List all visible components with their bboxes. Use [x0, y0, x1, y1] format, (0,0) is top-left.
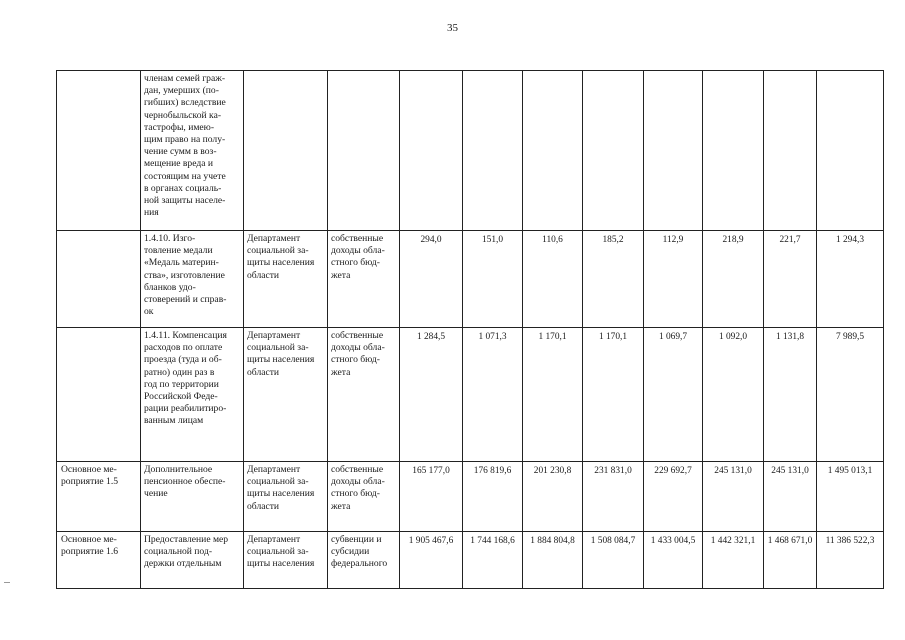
name-cell: 1.4.11. Компенсация расходов по оплате проезда (туда и об- ратно) один раз в год по территории Российской Феде- рации реабилитиро- ванным лицам: [141, 328, 244, 462]
value-cell: 245 131,0: [764, 462, 817, 532]
value-cell: 245 131,0: [703, 462, 764, 532]
value-cell: 110,6: [523, 231, 583, 328]
value-cell: [764, 71, 817, 231]
source-cell: собственные доходы обла- стного бюд- жета: [328, 462, 400, 532]
value-cell: 1 905 467,6: [400, 532, 463, 589]
measure-cell: Основное ме- роприятие 1.6: [57, 532, 141, 589]
source-cell: субвенции и субсидии федерального: [328, 532, 400, 589]
total-cell: [817, 71, 884, 231]
value-cell: 1 069,7: [644, 328, 703, 462]
executor-cell: Департамент социальной за- щиты населения области: [244, 328, 328, 462]
value-cell: [644, 71, 703, 231]
page-number: 35: [447, 22, 458, 34]
measure-cell: [57, 71, 141, 231]
total-cell: 1 495 013,1: [817, 462, 884, 532]
table-row: [57, 462, 884, 532]
value-cell: [400, 71, 463, 231]
name-cell: Предоставление мер социальной под- держки отдельным: [141, 532, 244, 589]
measure-cell: [57, 231, 141, 328]
value-cell: 221,7: [764, 231, 817, 328]
measure-cell: [57, 328, 141, 462]
name-cell: Дополнительное пенсионное обеспе- чение: [141, 462, 244, 532]
value-cell: 1 284,5: [400, 328, 463, 462]
value-cell: 1 170,1: [523, 328, 583, 462]
table-row: [57, 328, 884, 462]
source-cell: собственные доходы обла- стного бюд- жета: [328, 231, 400, 328]
table-row: [57, 231, 884, 328]
value-cell: 1 071,3: [463, 328, 523, 462]
total-cell: 11 386 522,3: [817, 532, 884, 589]
value-cell: 185,2: [583, 231, 644, 328]
value-cell: 1 884 804,8: [523, 532, 583, 589]
executor-cell: [244, 71, 328, 231]
value-cell: 294,0: [400, 231, 463, 328]
value-cell: 1 744 168,6: [463, 532, 523, 589]
table-row: [57, 71, 884, 231]
value-cell: [463, 71, 523, 231]
value-cell: 1 433 004,5: [644, 532, 703, 589]
executor-cell: Департамент социальной за- щиты населения области: [244, 231, 328, 328]
value-cell: 218,9: [703, 231, 764, 328]
value-cell: 112,9: [644, 231, 703, 328]
measure-cell: Основное ме- роприятие 1.5: [57, 462, 141, 532]
name-cell: 1.4.10. Изго- товление медали «Медаль материн- ства», изготовление бланков удо- стоверений и справ- ок: [141, 231, 244, 328]
executor-cell: Департамент социальной за- щиты населения: [244, 532, 328, 589]
total-cell: 7 989,5: [817, 328, 884, 462]
value-cell: 201 230,8: [523, 462, 583, 532]
value-cell: 1 131,8: [764, 328, 817, 462]
executor-cell: Департамент социальной за- щиты населения области: [244, 462, 328, 532]
value-cell: [523, 71, 583, 231]
source-cell: [328, 71, 400, 231]
value-cell: 231 831,0: [583, 462, 644, 532]
value-cell: 151,0: [463, 231, 523, 328]
scan-mark: [4, 582, 10, 583]
value-cell: 1 092,0: [703, 328, 764, 462]
source-cell: собственные доходы обла- стного бюд- жета: [328, 328, 400, 462]
value-cell: 1 442 321,1: [703, 532, 764, 589]
value-cell: 165 177,0: [400, 462, 463, 532]
budget-table: [56, 70, 884, 589]
value-cell: 176 819,6: [463, 462, 523, 532]
value-cell: 1 508 084,7: [583, 532, 644, 589]
table-row: [57, 532, 884, 589]
value-cell: [703, 71, 764, 231]
name-cell: членам семей граж- дан, умерших (по- гибших) вследствие чернобыльской ка- тастрофы, имею- щим право на полу- чение сумм в воз- мещение вреда и состоящим на учете в органах социаль- ной защиты населе- ния: [141, 71, 244, 231]
value-cell: [583, 71, 644, 231]
value-cell: 1 468 671,0: [764, 532, 817, 589]
total-cell: 1 294,3: [817, 231, 884, 328]
table-body: [57, 71, 884, 589]
value-cell: 229 692,7: [644, 462, 703, 532]
value-cell: 1 170,1: [583, 328, 644, 462]
